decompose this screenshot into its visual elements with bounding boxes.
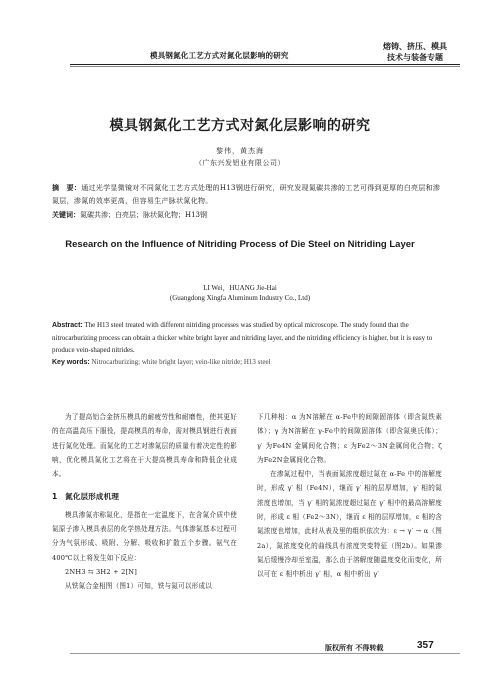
cn-authors: 黎伟，黄杰海	[216, 147, 264, 155]
body-paragraph: 模具渗氮亦称氮化，是指在一定温度下，在含氮介质中使氮原子渗入模具表层的化学热处理方法。气体渗氮基本过程可分为气氛形成、吸附、分解、吸收和扩散五个步骤。氨气在400℃以上将发生如下反应：	[52, 510, 237, 562]
body-column-left	[52, 410, 237, 594]
section-tag-line1: 熔铸、挤压、模具	[383, 41, 447, 51]
cn-affiliation: （广东兴发铝业有限公司）	[195, 159, 285, 167]
en-title: Research on the Influence of Nitriding Process of Die Steel on Nitriding Layer	[65, 239, 415, 250]
en-abstract	[52, 319, 442, 356]
body-paragraph: 为了提高铝合金挤压模具的耐疲劳性和耐磨性，使其更好的在高温高压下服役，提高模具的寿命，需对模具钢进行表面进行氮化处理。而氮化的工艺对渗氮层的质量有着决定性的影响，优化模具氮化工艺将在于大提高模具寿命和降低企业成本。	[52, 413, 237, 479]
cn-abstract-label: 摘 要：	[52, 184, 82, 192]
cn-keywords	[52, 209, 442, 221]
body-paragraph: 从铁氮合金相图（图1）可知，铁与氮可以形成以	[65, 582, 213, 591]
body-paragraph: 在渗氮过程中，当表面氮浓度超过氮在 α-Fe 中的溶解度时，形成 γ′ 相（Fe4N），继而 γ′ 相的层厚增加，γ′ 相的氮浓度也增加，当 γ′ 相的氮浓度超过氮在 γ′ 相中的最高溶解度时，形成 ε 相（Fe2～3N），继而 ε 相的层厚增加，ε 相的含氮浓度也增加，此时从表及里的组织依次为：ε → γ′ → α（图2a），氮浓度变化的曲线具有浓度突变特征（图2b）。如果渗氮后缓慢冷却至室温，那么由于溶解度随温度变化而变化，所以可在 ε 相中析出 γ′ 相，α 相中析出 γ′	[257, 470, 442, 579]
cn-title: 模具钢氮化工艺方式对氮化层影响的研究	[109, 118, 371, 134]
cn-abstract	[52, 182, 442, 208]
cn-abstract-text: 通过光学显微镜对不同氮化工艺方式处理的H13钢进行研究，研究发现氮碳共渗的工艺可得到更厚的白亮层和渗氮层，渗氮的效率更高，但容易生产脉状氮化物。	[52, 184, 441, 205]
footer-rule	[70, 653, 460, 654]
en-keywords-label: Key words:	[52, 359, 90, 366]
en-affiliation: (Guangdong Xingfa Aluminum Industry Co., Ltd)	[169, 294, 311, 302]
section-tag	[374, 41, 456, 63]
en-abstract-label: Abstract:	[52, 322, 83, 329]
cn-keywords-text: 氮碳共渗；白亮层；脉状氮化物；H13钢	[80, 211, 208, 219]
en-keywords-text: Nitrocarburizing; white bright layer; vein-like nitride; H13 steel	[89, 358, 271, 366]
en-keywords	[52, 356, 442, 369]
page-number: 357	[417, 640, 434, 651]
section-tag-line2: 技术与装备专题	[387, 52, 443, 62]
en-authors: LI Wei，HUANG Jie-Hai	[203, 284, 277, 292]
en-abstract-text: The H13 steel treated with different nitriding processes was studied by optical microscope. The study found that the nitrocarburizing process can obtain a thicker white bright layer and nitriding layer, and the nitriding efficiency is higher, but it is easy to produce vein-shaped nitrides.	[52, 321, 433, 354]
header-rule	[70, 64, 460, 65]
running-title: 模具钢氮化工艺方式对氮化层影响的研究	[150, 51, 289, 60]
page-header	[0, 0, 480, 66]
footer-slogan: 版权所有 不得转载	[325, 643, 384, 652]
body-column-right	[257, 410, 442, 582]
header-rule-thin	[70, 66, 460, 67]
reaction-formula: 2NH3 ⇆ 3H2 + 2[N]	[65, 567, 137, 576]
body-paragraph: 下几种相：α 为N溶解在 α-Fe中的间隙固溶体（即含氮铁素体）；γ 为N溶解在 γ-Fe中的间隙固溶体（即含氮奥氏体）；γ′ 为Fe4N 金属间化合物；ε 为Fe2～3N金属间化合物；ζ 为Fe2N金属间化合物。	[257, 413, 442, 464]
section-heading: 1 氮化层形成机理	[52, 492, 120, 502]
cn-keywords-label: 关键词：	[52, 211, 80, 219]
